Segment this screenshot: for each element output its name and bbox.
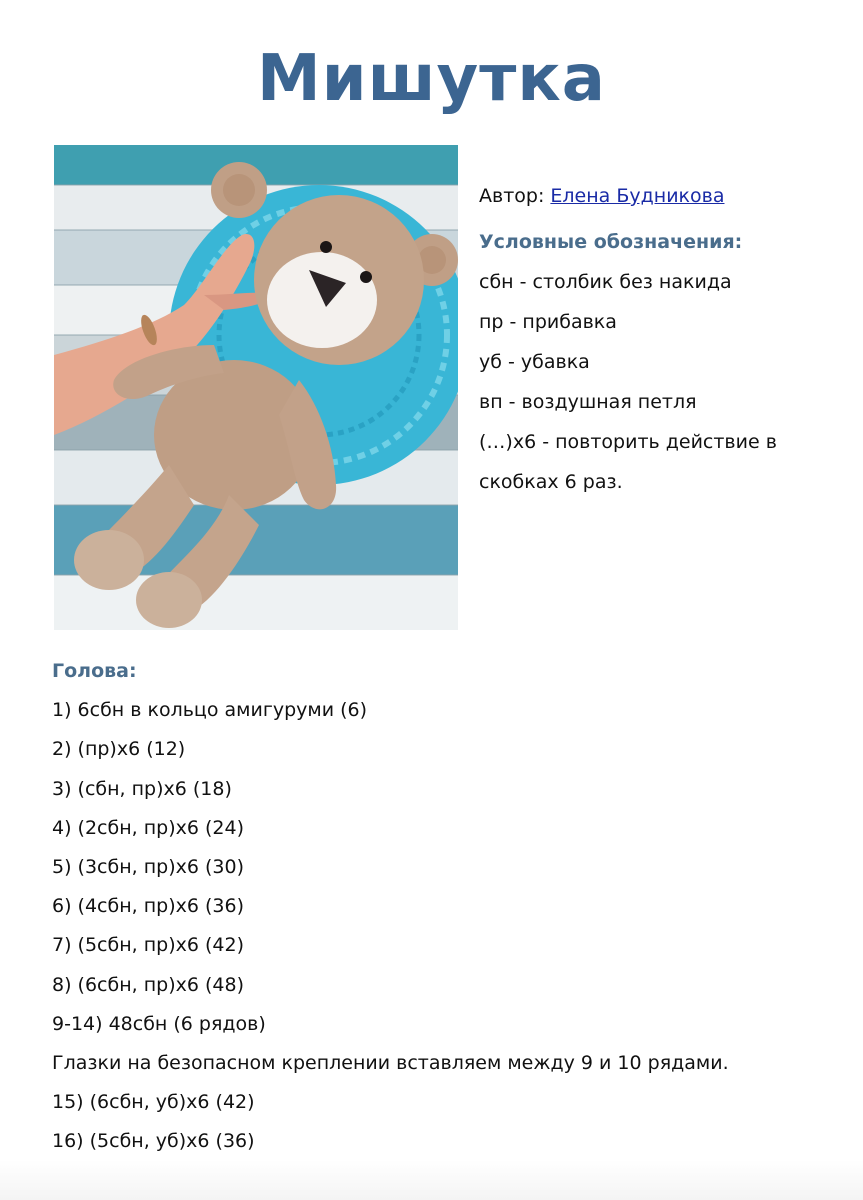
legend-heading: Условные обозначения: [479, 231, 743, 253]
legend-item: скобках 6 раз. [479, 471, 623, 493]
author-label: Автор: [479, 185, 545, 207]
pattern-row: 5) (3сбн, пр)х6 (30) [52, 856, 244, 879]
pattern-row: 16) (5сбн, уб)х6 (36) [52, 1130, 255, 1153]
pattern-row: 7) (5сбн, пр)х6 (42) [52, 934, 244, 957]
legend-item: пр - прибавка [479, 311, 617, 333]
pattern-row: 1) 6сбн в кольцо амигуруми (6) [52, 699, 368, 722]
page-title: Мишутка [257, 42, 606, 116]
page-bottom-shade [0, 1160, 863, 1200]
pattern-row: 2) (пр)х6 (12) [52, 738, 186, 761]
pattern-row: 4) (2сбн, пр)х6 (24) [52, 816, 244, 839]
pattern-row: 9-14) 48сбн (6 рядов) [52, 1012, 266, 1035]
author-link[interactable]: Елена Будникова [550, 185, 725, 207]
legend-item: вп - воздушная петля [479, 391, 697, 413]
pattern-row: 6) (4сбн, пр)х6 (36) [52, 895, 244, 918]
pattern-row: 15) (6сбн, уб)х6 (42) [52, 1091, 255, 1114]
section-heading: Голова: [52, 660, 137, 682]
legend-item: сбн - столбик без накида [479, 271, 732, 293]
pattern-row: 3) (сбн, пр)х6 (18) [52, 777, 232, 800]
legend-item: (…)х6 - повторить действие в [479, 431, 777, 453]
head-pattern-section [52, 652, 842, 1162]
pattern-row: 8) (6сбн, пр)х6 (48) [52, 973, 244, 996]
info-panel [479, 176, 849, 502]
pattern-note: Глазки на безопасном креплении вставляем между 9 и 10 рядами. [52, 1052, 729, 1075]
legend-item: уб - убавка [479, 351, 590, 373]
author-line [479, 176, 849, 216]
teddy-bear-photo [54, 145, 458, 630]
